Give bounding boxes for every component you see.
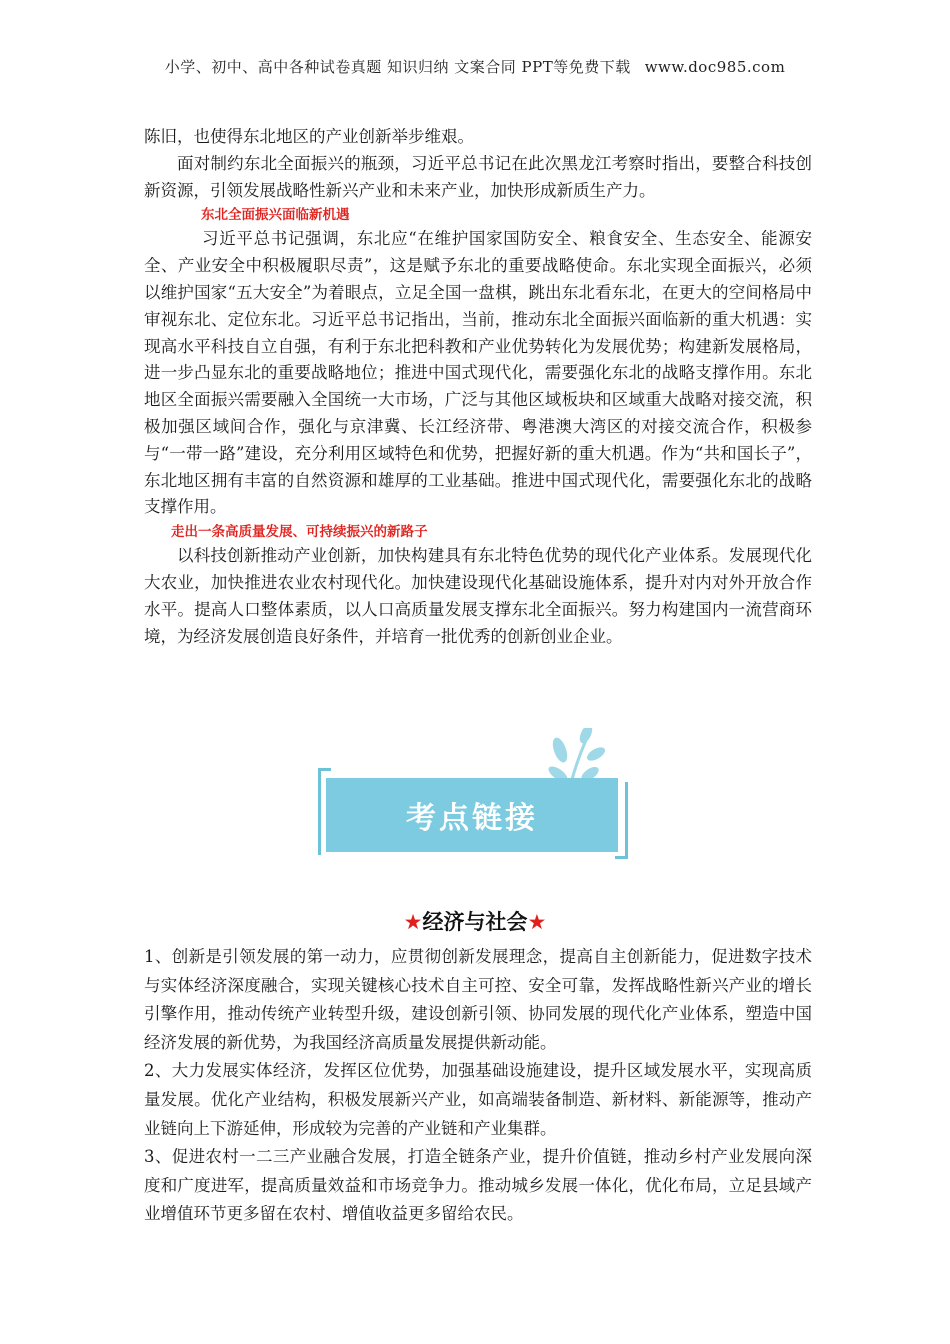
star-icon-left: ★ [403, 910, 423, 934]
banner-title: 考点链接 [406, 801, 538, 836]
section-title [0, 906, 950, 936]
header-text: 小学、初中、高中各种试卷真题 知识归纳 文案合同 PPT等免费下载 [164, 58, 631, 76]
paragraph-3: 习近平总书记强调，东北应“在维护国家国防安全、粮食安全、生态安全、能源安全、产业安全中积极履职尽责”，这是赋予东北的重要战略使命。东北实现全面振兴，必须以维护国家“五大安全”为着眼点，立足全国一盘棋，跳出东北看东北，在更大的空间格局中审视东北、定位东北。习近平总书记指出，当前，推动东北全面振兴面临新的重大机遇：实现高水平科技自立自强，有利于东北把科教和产业优势转化为发展优势；构建新发展格局，进一步凸显东北的重要战略地位；推进中国式现代化，需要强化东北的战略支撑作用。东北地区全面振兴需要融入全国统一大市场，广泛与其他区域板块和区域重大战略对接交流，积极加强区域间合作，强化与京津冀、长江经济带、粤港澳大湾区的对接交流合作，积极参与“一带一路”建设，充分利用区域特色和优势，把握好新的重大机遇。作为“共和国长子”，东北地区拥有丰富的自然资源和雄厚的工业基础。推进中国式现代化，需要强化东北的战略支撑作用。 [144, 229, 812, 517]
paragraph-2: 面对制约东北全面振兴的瓶颈，习近平总书记在此次黑龙江考察时指出，要整合科技创新资源，引领发展战略性新兴产业和未来产业，加快形成新质生产力。 [144, 153, 812, 200]
article-body [144, 124, 812, 650]
paragraph-4: 以科技创新推动产业创新，加快构建具有东北特色优势的现代化产业体系。发展现代化大农业，加快推进农业农村现代化。加快建设现代化基础设施体系，提升对内对外开放合作水平。提高人口整体素质，以人口高质量发展支撑东北全面振兴。努力构建国内一流营商环境，为经济发展创造良好条件，并培育一批优秀的创新创业企业。 [144, 546, 812, 646]
section-title-text: 经济与社会 [422, 910, 528, 934]
star-icon-right: ★ [527, 910, 547, 934]
paragraph-1: 陈旧，也使得东北地区的产业创新举步维艰。 [144, 127, 474, 146]
header-site-link[interactable]: www.doc985.com [644, 58, 786, 76]
list-item: 2、大力发展实体经济，发挥区位优势，加强基础设施建设，提升区域发展水平，实现高质量发展。优化产业结构，积极发展新兴产业，如高端装备制造、新材料、新能源等，推动产业链向上下游延伸，形成较为完善的产业链和产业集群。 [144, 1061, 812, 1138]
banner-kaodian [318, 728, 630, 862]
subheading-1: 东北全面振兴面临新机遇 [201, 207, 350, 224]
page-header [0, 56, 950, 77]
list-item: 1、创新是引领发展的第一动力，应贯彻创新发展理念，提高自主创新能力，促进数字技术与实体经济深度融合，实现关键核心技术自主可控、安全可靠，发挥战略性新兴产业的增长引擎作用，推动传统产业转型升级，建设创新引领、协同发展的现代化产业体系，塑造中国经济发展的新优势，为我国经济高质量发展提供新动能。 [144, 947, 812, 1052]
subheading-2: 走出一条高质量发展、可持续振兴的新路子 [171, 524, 428, 541]
list-item: 3、促进农村一二三产业融合发展，打造全链条产业，提升价值链，推动乡村产业发展向深度和广度进军，提高质量效益和市场竞争力。推动城乡发展一体化，优化布局，立足县域产业增值环节更多留在农村、增值收益更多留给农民。 [144, 1147, 812, 1224]
banner-box [326, 778, 618, 852]
points-list [144, 943, 812, 1229]
